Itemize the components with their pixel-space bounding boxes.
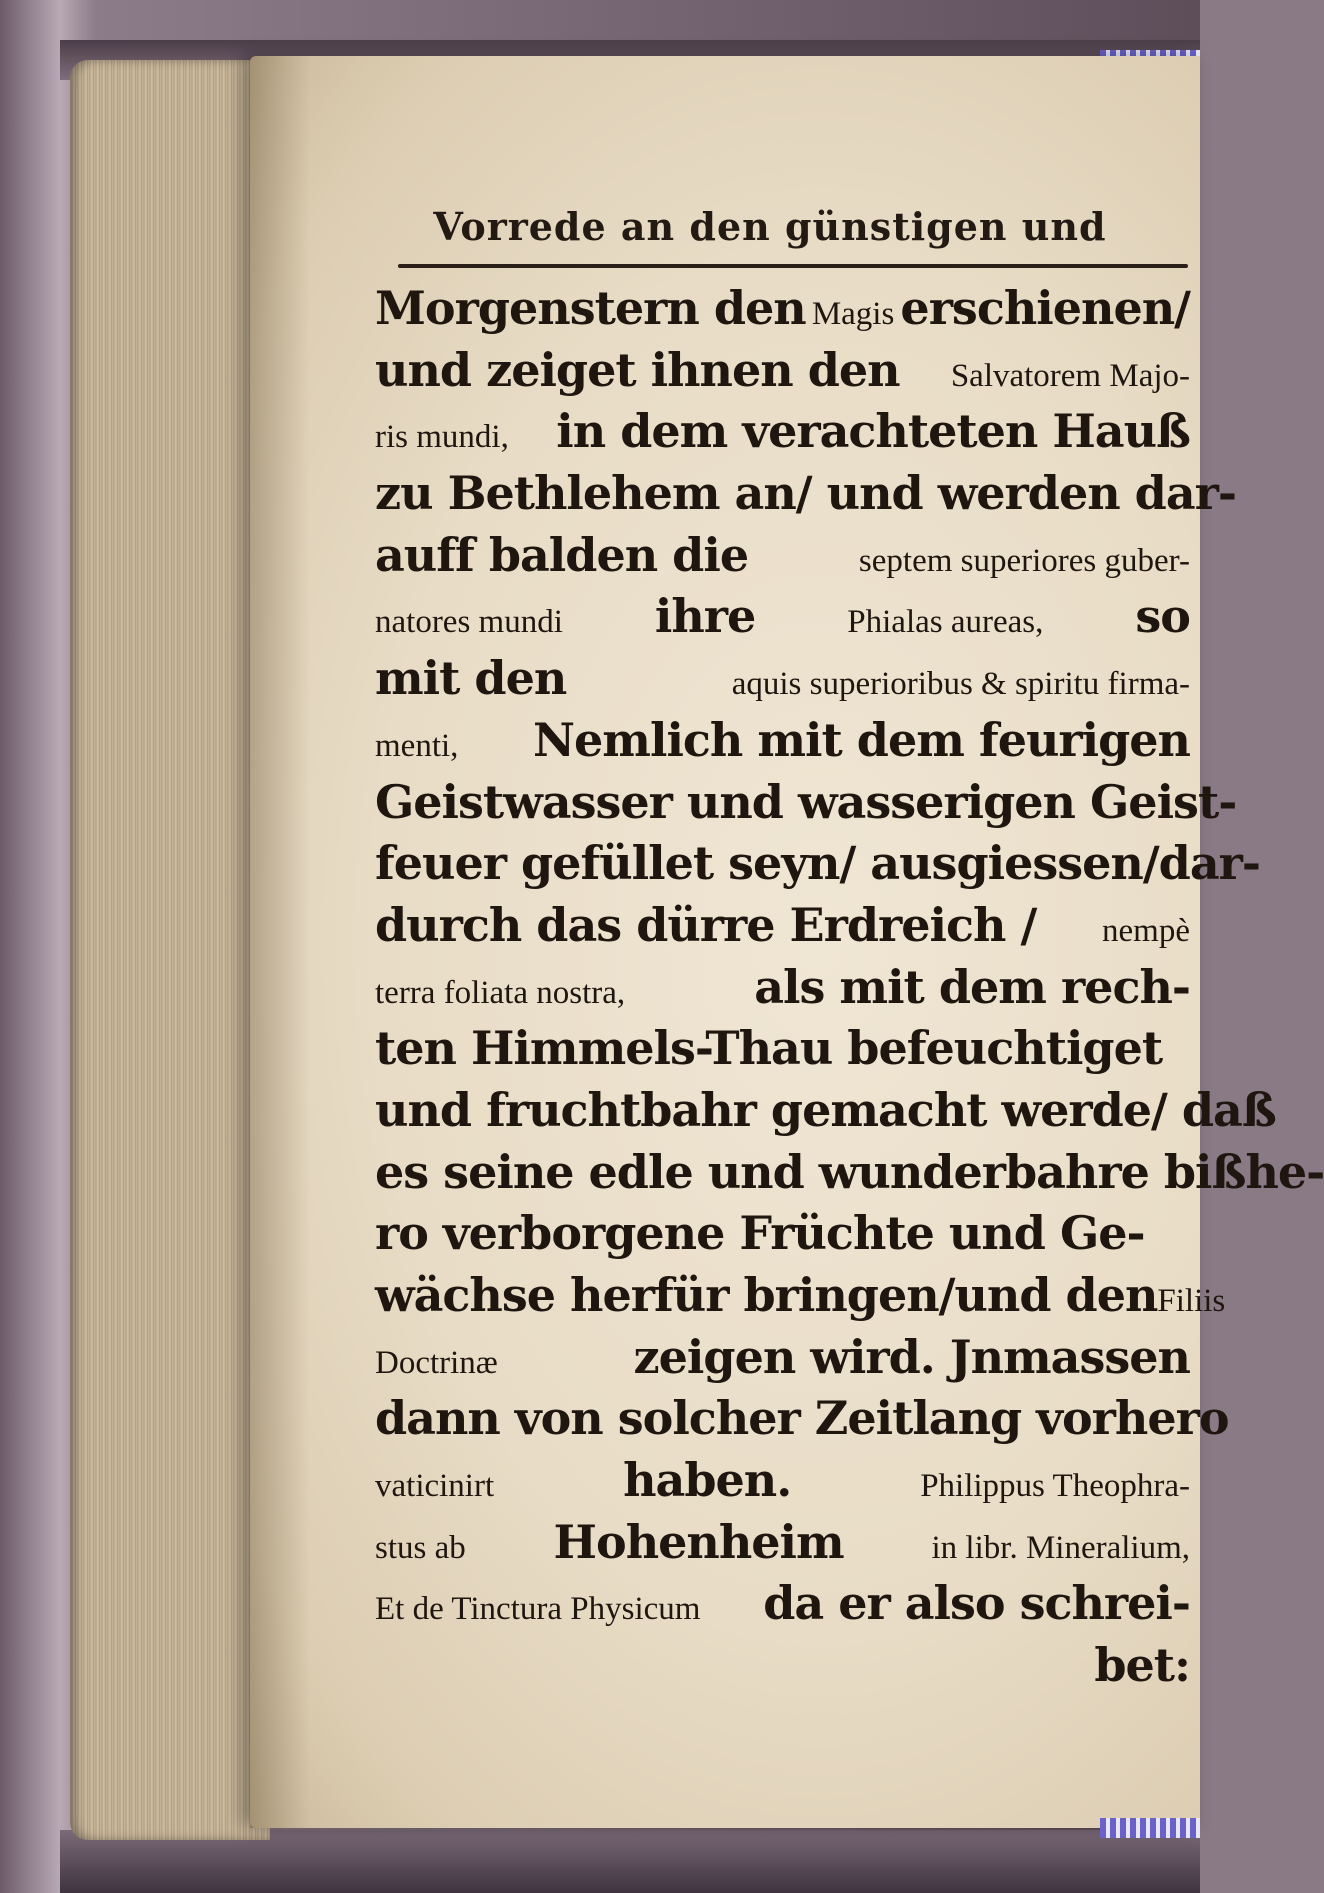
text-line: [375, 895, 1190, 957]
text-line: [375, 1388, 1229, 1450]
fraktur-text: und zeiget ihnen den: [375, 342, 900, 397]
fraktur-text: auff balden die: [375, 527, 749, 582]
fraktur-text: feuer gefüllet seyn/ ausgiessen/dar-: [375, 836, 1260, 891]
antiqua-text: Doctrinæ: [375, 1344, 498, 1381]
fraktur-text: Hohenheim: [553, 1514, 844, 1569]
fraktur-text: durch das dürre Erdreich /: [375, 897, 1037, 952]
fraktur-text: dann von solcher Zeitlang vorhero: [375, 1391, 1229, 1446]
fraktur-text: da er also schrei-: [763, 1576, 1190, 1631]
fraktur-text: ten Himmels-Thau befeuchtiget: [375, 1021, 1163, 1076]
text-line: [375, 833, 1260, 895]
fraktur-text: Nemlich mit dem feurigen: [532, 712, 1190, 767]
fraktur-text: zeigen wird. Jnmassen: [633, 1329, 1190, 1384]
text-line: [375, 278, 1190, 340]
fraktur-text: haben.: [623, 1453, 792, 1508]
text-line: [375, 772, 1237, 834]
fraktur-text: zu Bethlehem an/ und werden dar-: [375, 466, 1236, 521]
antiqua-text: Filiis: [1157, 1283, 1226, 1319]
text-block: [375, 278, 1324, 1697]
antiqua-text: stus ab: [375, 1529, 466, 1566]
fraktur-text: Morgenstern den: [375, 281, 806, 335]
antiqua-text: Et de Tinctura Physicum: [375, 1591, 701, 1628]
text-line: [375, 1327, 1190, 1389]
text-line: [375, 463, 1236, 525]
fraktur-text: erschienen/: [900, 281, 1190, 335]
header-rule: [398, 264, 1188, 268]
text-line: [375, 1203, 1190, 1265]
running-head: [250, 204, 1200, 249]
fraktur-text: so: [1135, 589, 1190, 644]
text-line: [375, 401, 1190, 463]
fraktur-text: es seine edle und wunderbahre bißhe-: [375, 1144, 1324, 1199]
fraktur-text: mit den: [375, 651, 567, 706]
fraktur-text: ihre: [654, 589, 756, 644]
antiqua-text: Philippus Theophra-: [920, 1468, 1190, 1505]
fraktur-text: bet:: [1094, 1638, 1190, 1693]
fraktur-text: und fruchtbahr gemacht werde/ daß: [375, 1082, 1276, 1137]
page-edges: [70, 60, 270, 1840]
antiqua-text: natores mundi: [375, 604, 563, 641]
antiqua-text: in libr. Mineralium,: [931, 1529, 1190, 1566]
antiqua-text: aquis superioribus & spiritu firma-: [731, 666, 1190, 703]
text-line: [375, 340, 1190, 402]
text-line: [375, 1450, 1190, 1512]
fraktur-text: ro verborgene Früchte und Ge-: [375, 1206, 1145, 1261]
text-line: [375, 1018, 1190, 1080]
text-line: [375, 1635, 1190, 1697]
text-line: [375, 1080, 1276, 1142]
gutter-shadow: [250, 56, 310, 1828]
antiqua-text: terra foliata nostra,: [375, 974, 626, 1011]
text-line: [375, 586, 1190, 648]
text-line: [375, 1512, 1190, 1574]
text-line: [375, 1265, 1226, 1327]
fraktur-text: in dem verachteten Hauß: [556, 404, 1190, 459]
text-line: [375, 710, 1190, 772]
text-line: [375, 648, 1190, 710]
antiqua-text: Salvatorem Majo-: [950, 357, 1190, 394]
antiqua-text: Magis: [811, 296, 895, 332]
antiqua-text: menti,: [375, 727, 459, 764]
running-head-text: Vorrede an den günstigen und: [433, 204, 1107, 249]
book-page: [250, 56, 1324, 1828]
text-line: [375, 525, 1190, 587]
antiqua-text: vaticinirt: [375, 1468, 495, 1505]
bookmark-ribbon-bottom: [1100, 1818, 1200, 1838]
antiqua-text: nempè: [1102, 912, 1190, 949]
text-line: [375, 1142, 1324, 1204]
antiqua-text: Phialas aureas,: [847, 604, 1044, 641]
fraktur-text: wächse herfür bringen/und den: [375, 1268, 1158, 1322]
fraktur-text: Geistwasser und wasserigen Geist-: [375, 774, 1237, 829]
text-line: [375, 1573, 1190, 1635]
text-line: [375, 957, 1190, 1019]
fraktur-text: als mit dem rech-: [754, 959, 1190, 1014]
antiqua-text: ris mundi,: [375, 419, 509, 456]
antiqua-text: septem superiores guber-: [858, 542, 1190, 579]
